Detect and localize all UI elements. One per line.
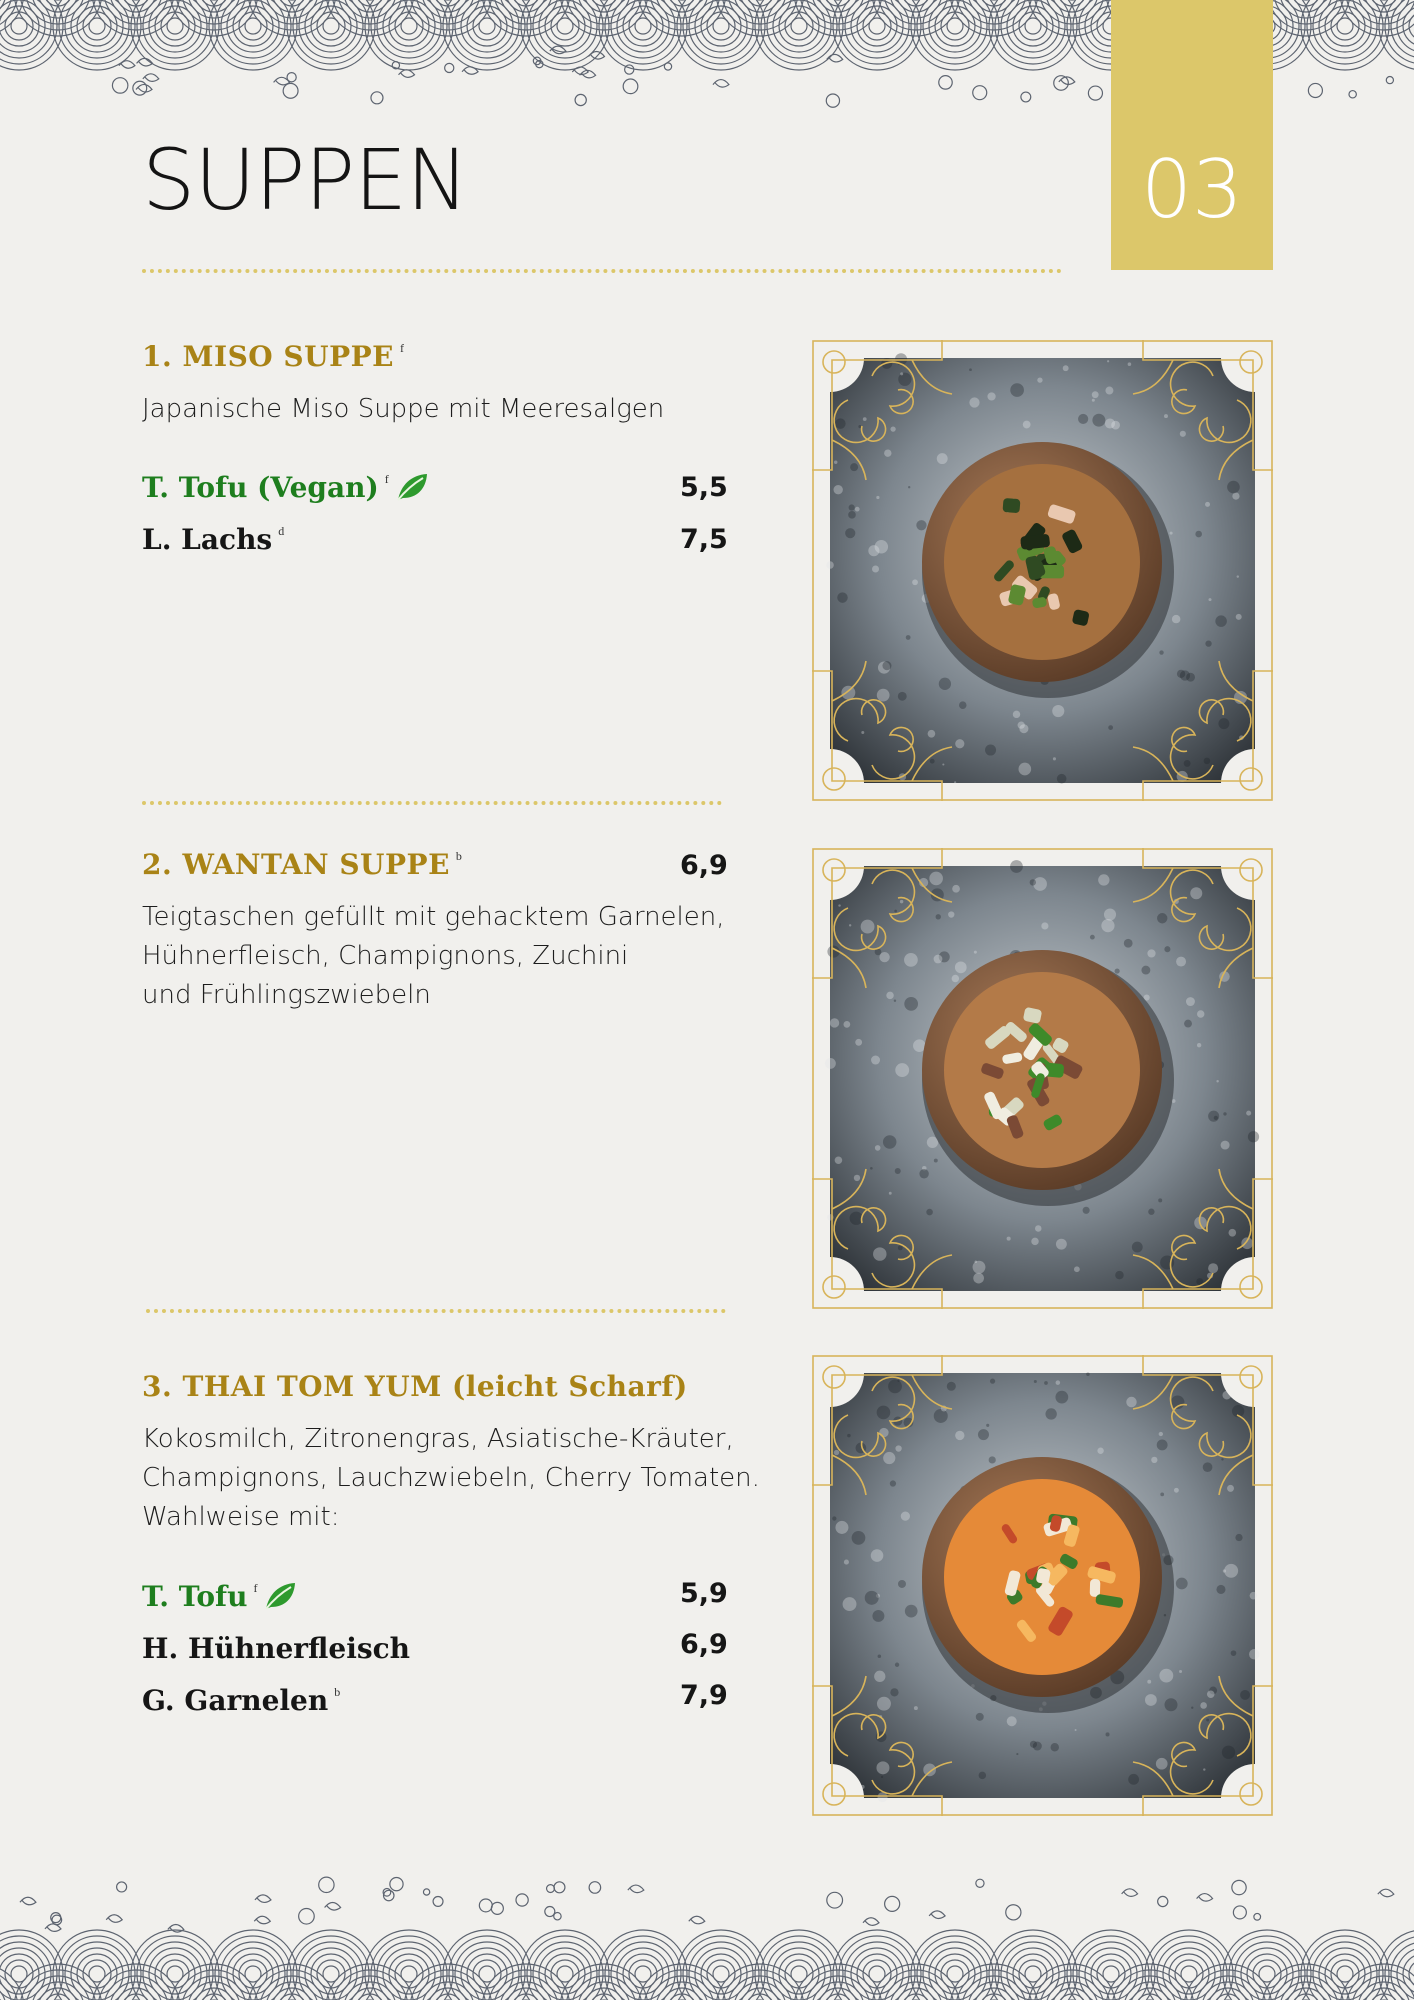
option-miso-lachs: L. Lachs $^d$: [142, 523, 285, 556]
allergen-mark: f: [400, 341, 405, 355]
leaf-icon: [263, 1580, 297, 1619]
page-number-badge: [1111, 0, 1273, 270]
price-tom-yum-huhn: 6,9: [680, 1629, 728, 1660]
section-description-tom-yum: Kokosmilch, Zitronengras, Asiatische-Kräuter, Champignons, Lauchzwiebeln, Cherry Tomaten. Wahlweise mit:: [142, 1424, 760, 1532]
wantan-soup-photo: [812, 848, 1273, 1309]
section-description-miso: Japanische Miso Suppe mit Meeresalgen: [142, 394, 665, 424]
miso-soup-photo: [812, 340, 1273, 801]
allergen-mark: f: [253, 1581, 258, 1595]
page-number: 03: [1141, 143, 1243, 236]
price-miso-tofu: 5,5: [680, 472, 728, 503]
section-divider: [142, 801, 722, 805]
price-tom-yum-tofu: 5,9: [680, 1578, 728, 1609]
option-miso-tofu: T. Tofu (Vegan) $^f$: [142, 471, 429, 510]
allergen-mark: b: [455, 849, 463, 863]
allergen-mark: f: [384, 472, 389, 486]
leaf-icon: [395, 471, 429, 510]
option-tom-yum-huhn: H. Hühnerfleisch: [142, 1632, 411, 1665]
section-title-miso: 1. MISO SUPPE $^f$: [142, 340, 405, 373]
option-tom-yum-garnelen: G. Garnelen $^b$: [142, 1684, 341, 1717]
section-title-wantan: 2. WANTAN SUPPE $^b$: [142, 848, 463, 881]
allergen-mark: b: [334, 1685, 341, 1699]
tom-yum-soup-photo: [812, 1355, 1273, 1816]
price-tom-yum-garnelen: 7,9: [680, 1680, 728, 1711]
option-tom-yum-tofu: T. Tofu $^f$: [142, 1580, 297, 1619]
page-title: SUPPEN: [142, 131, 469, 229]
allergen-mark: d: [278, 524, 285, 538]
price-miso-lachs: 7,5: [680, 524, 728, 555]
bottom-wave-pattern-icon: [0, 1870, 1414, 2000]
section-title-tom-yum: 3. THAI TOM YUM (leicht Scharf): [142, 1370, 688, 1403]
price-wantan: 6,9: [680, 850, 728, 881]
section-description-wantan: Teigtaschen gefüllt mit gehacktem Garnelen, Hühnerfleisch, Champignons, Zuchini und Frühlingszwiebeln: [142, 902, 725, 1010]
title-divider: [142, 269, 1062, 273]
section-divider: [146, 1309, 726, 1313]
